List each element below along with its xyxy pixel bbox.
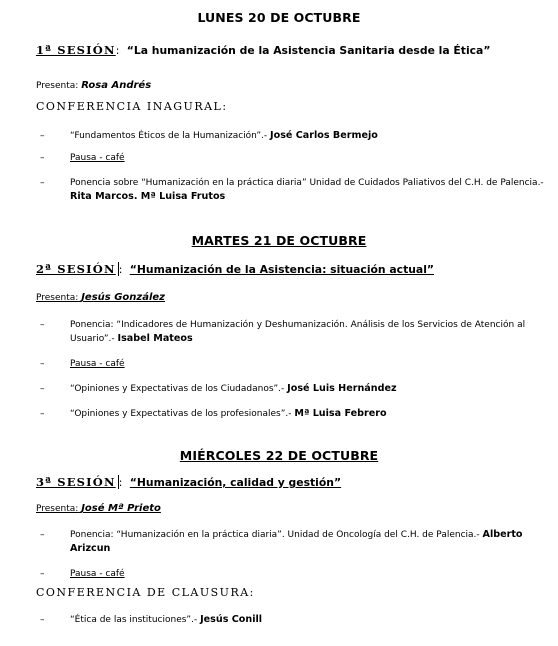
day3-presenter <box>36 503 161 514</box>
day1-conference-heading: CONFERENCIA INAGURAL: <box>36 100 228 113</box>
dash-bullet: – <box>40 178 45 188</box>
day2-item-3-author: José Luis Hernández <box>287 383 397 394</box>
day3-item-2 <box>40 567 550 581</box>
day2-item-1-author: Isabel Mateos <box>117 333 193 344</box>
day3-session <box>36 475 341 489</box>
day3-presenter-label: Presenta: <box>36 504 79 514</box>
dash-bullet: – <box>40 409 45 419</box>
day1-item-2 <box>40 151 550 165</box>
day1-item-3-text: Ponencia sobre “Humanización en la práctica diaria” Unidad de Cuidados Paliativos del C.H. de Palencia.- <box>70 178 544 188</box>
day3-item-1 <box>40 528 550 556</box>
day1-title: LUNES 20 DE OCTUBRE <box>197 10 361 25</box>
day2-session-number: 2ª SESIÓN <box>36 262 119 276</box>
day2-item-2-text: Pausa - café <box>70 359 125 369</box>
day1-item-2-text: Pausa - café <box>70 153 125 163</box>
day2-item-3 <box>40 382 550 396</box>
day3-item-1-author: Alberto Arizcun <box>70 529 523 554</box>
day1-item-1-author: José Carlos Bermejo <box>270 130 378 141</box>
day3-session-title: “Humanización, calidad y gestión” <box>129 476 342 489</box>
day3-item-3-text: “Ética de las instituciones”.- <box>70 615 198 625</box>
dash-bullet: – <box>40 153 45 163</box>
dash-bullet: – <box>40 615 45 625</box>
day3-item-1-text: Ponencia: “Humanización en la práctica diaria”. Unidad de Oncología del C.H. de Palencia.- <box>70 530 480 540</box>
day2-item-3-text: “Opiniones y Expectativas de los Ciudadanos”.- <box>70 384 285 394</box>
day2-session-title: “Humanización de la Asistencia: situación actual” <box>129 263 434 276</box>
day2-item-4-text: “Opiniones y Expectativas de los profesionales”.- <box>70 409 292 419</box>
day3-item-3-author: Jesús Conill <box>200 614 263 625</box>
day2-item-1-text: Ponencia: “Indicadores de Humanización y Deshumanización. Análisis de los Servicios de Atención al Usuario”.- <box>70 320 526 344</box>
day1-item-1-text: “Fundamentos Éticos de la Humanización”.- <box>70 131 268 141</box>
day1-item-3 <box>40 176 550 204</box>
day3-item-2-text: Pausa - café <box>70 569 125 579</box>
day3-item-3 <box>40 613 550 627</box>
day2-item-4-author: Mª Luisa Febrero <box>294 408 387 419</box>
day3-conference-heading: CONFERENCIA DE CLAUSURA: <box>36 586 255 599</box>
day1-session <box>36 43 490 57</box>
day1-session-title: “La humanización de la Asistencia Sanitaria desde la Ética” <box>126 44 491 57</box>
day2-title: MARTES 21 DE OCTUBRE <box>191 233 367 248</box>
day2-session-sep: : <box>118 263 123 276</box>
day2-session <box>36 262 434 276</box>
day1-presenter <box>36 80 151 91</box>
day2-item-4 <box>40 407 550 421</box>
dash-bullet: – <box>40 384 45 394</box>
day3-session-sep: : <box>118 476 123 489</box>
day1-presenter-name: Rosa Andrés <box>81 80 152 91</box>
day2-presenter <box>36 292 165 303</box>
dash-bullet: – <box>40 569 45 579</box>
day1-session-number: 1ª SESIÓN <box>36 43 116 57</box>
day3-presenter-name: José Mª Prieto <box>81 503 161 514</box>
dash-bullet: – <box>40 530 45 540</box>
day2-presenter-name: Jesús González <box>81 292 166 303</box>
day2-item-2 <box>40 357 550 371</box>
dash-bullet: – <box>40 320 45 330</box>
day1-presenter-label: Presenta: <box>36 81 79 91</box>
dash-bullet: – <box>40 131 45 141</box>
day2-item-1 <box>40 318 550 346</box>
day1-session-sep: : <box>115 44 120 57</box>
day3-session-number: 3ª SESIÓN <box>36 475 119 489</box>
day2-presenter-label: Presenta: <box>36 293 79 303</box>
day1-item-1 <box>40 129 550 143</box>
day3-title: MIÉRCOLES 22 DE OCTUBRE <box>179 448 379 463</box>
dash-bullet: – <box>40 359 45 369</box>
day1-item-3-author: Rita Marcos. Mª Luisa Frutos <box>70 191 226 202</box>
